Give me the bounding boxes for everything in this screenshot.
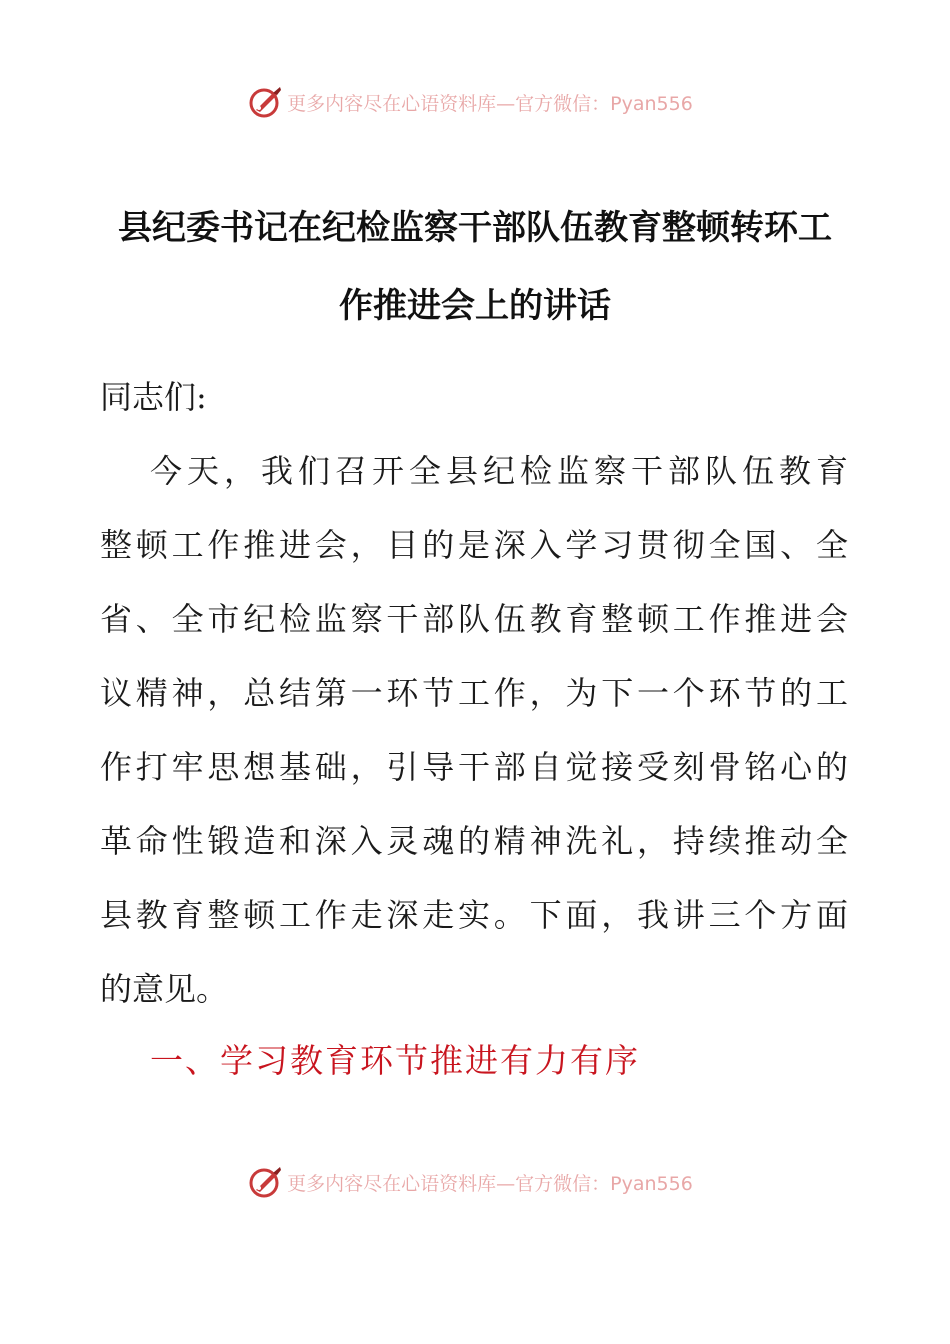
paragraph-line-7: 县教育整顿工作走深走实。下面，我讲三个方面 — [100, 896, 848, 934]
paragraph-line-4: 议精神，总结第一环节工作，为下一个环节的工 — [100, 674, 848, 712]
watermark-header — [0, 82, 950, 122]
pen-logo-icon — [247, 84, 283, 120]
greeting: 同志们: — [100, 378, 207, 416]
watermark-text: 更多内容尽在心语资料库—官方微信：Pyan556 — [287, 1172, 693, 1195]
paragraph-line-5: 作打牢思想基础，引导干部自觉接受刻骨铭心的 — [100, 748, 848, 786]
paragraph-line-1: 今天，我们召开全县纪检监察干部队伍教育 — [150, 452, 848, 490]
watermark-footer — [0, 1162, 950, 1202]
paragraph-line-8: 的意见。 — [100, 970, 229, 1008]
document-title-line-2: 作推进会上的讲话 — [339, 286, 611, 326]
paragraph-line-2: 整顿工作推进会，目的是深入学习贯彻全国、全 — [100, 526, 848, 564]
section-heading: 一、学习教育环节推进有力有序 — [150, 1041, 640, 1080]
watermark-wechat-id: Pyan556 — [610, 1172, 693, 1195]
watermark-wechat-id: Pyan556 — [610, 92, 693, 115]
paragraph-line-3: 省、全市纪检监察干部队伍教育整顿工作推进会 — [100, 600, 848, 638]
document-title-line-1: 县纪委书记在纪检监察干部队伍教育整顿转环工 — [118, 208, 832, 248]
paragraph-line-6: 革命性锻造和深入灵魂的精神洗礼，持续推动全 — [100, 822, 848, 860]
pen-logo-icon — [247, 1164, 283, 1200]
watermark-text: 更多内容尽在心语资料库—官方微信：Pyan556 — [287, 92, 693, 115]
